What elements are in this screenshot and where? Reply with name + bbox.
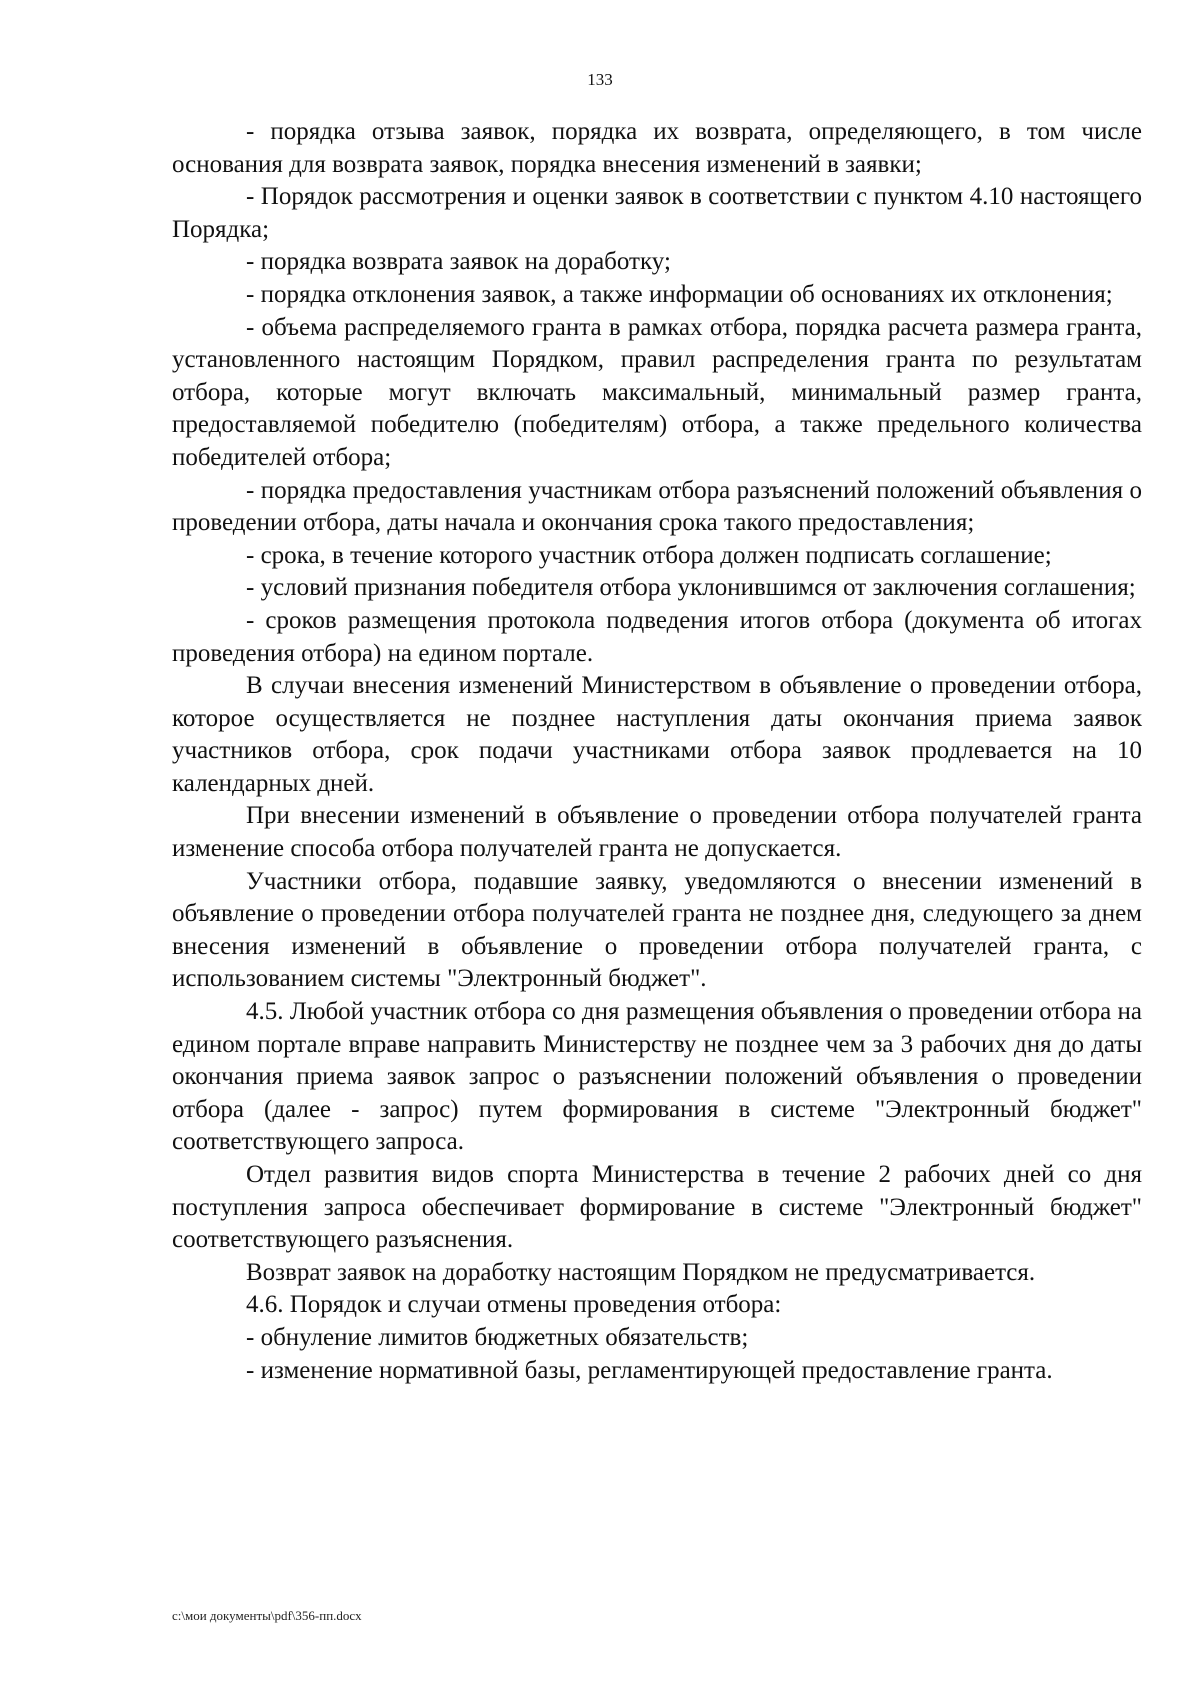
paragraph-return-order: - порядка возврата заявок на доработку; bbox=[246, 248, 671, 276]
paragraph-amendments: В случаи внесения изменений Министерством в объявление о проведении отбора, которое осуществляется не позднее наступления даты окончания приема заявок участников отбора, срок подачи участниками отбора заявок продлевается на 10 календарных дней. bbox=[172, 672, 1142, 797]
footer-file-path: c:\мои документы\pdf\356-пп.docx bbox=[172, 1608, 362, 1623]
paragraph-review-order: - Порядок рассмотрения и оценки заявок в соответствии с пунктом 4.10 настоящего Порядка; bbox=[172, 183, 1142, 243]
page-number: 133 bbox=[587, 70, 613, 89]
paragraph-department-clarification: Отдел развития видов спорта Министерства в течение 2 рабочих дней со дня поступления запроса обеспечивает формирование в системе "Электронный бюджет" соответствующего разъяснения. bbox=[172, 1161, 1142, 1254]
paragraph-rejection-order: - порядка отклонения заявок, а также информации об основаниях их отклонения; bbox=[246, 280, 1113, 308]
paragraph-selection-method: При внесении изменений в объявление о проведении отбора получателей гранта изменение способа отбора получателей гранта не допускается. bbox=[172, 802, 1142, 863]
paragraph-protocol-terms: - сроков размещения протокола подведения итогов отбора (документа об итогах проведения отбора) на едином портале. bbox=[172, 606, 1142, 667]
paragraph-clause-4-6: 4.6. Порядок и случаи отмены проведения отбора: bbox=[246, 1291, 782, 1319]
paragraph-clause-4-5: 4.5. Любой участник отбора со дня размещения объявления о проведении отбора на едином портале вправе направить Министерству не позднее чем за 3 рабочих дня до даты окончания приема заявок запрос о разъяснении положений объявления о проведении отбора (далее - запрос) путем формирования в системе "Электронный бюджет" соответствующего запроса. bbox=[172, 998, 1142, 1156]
document-body bbox=[172, 116, 1142, 1387]
paragraph-withdrawal-order: - порядка отзыва заявок, порядка их возврата, определяющего, в том числе основания для возврата заявок, порядка внесения изменений в заявки; bbox=[172, 118, 1142, 178]
paragraph-signing-term: - срока, в течение которого участник отбора должен подписать соглашение; bbox=[246, 541, 1052, 569]
paragraph-grant-volume: - объема распределяемого гранта в рамках отбора, порядка расчета размера гранта, установленного настоящим Порядком, правил распределения гранта по результатам отбора, которые могут включать максимальный, минимальный размер гранта, предоставляемой победителю (победителям) отбора, а также предельного количества победителей отбора; bbox=[172, 313, 1142, 471]
paragraph-clarifications-order: - порядка предоставления участникам отбора разъяснений положений объявления о проведении отбора, даты начала и окончания срока такого предоставления; bbox=[172, 476, 1142, 537]
paragraph-regulatory-change: - изменение нормативной базы, регламентирующей предоставление гранта. bbox=[246, 1356, 1053, 1384]
paragraph-participants-notice: Участники отбора, подавшие заявку, уведомляются о внесении изменений в объявление о проведении отбора получателей гранта не позднее дня, следующего за днем внесения изменений в объявление о проведении отбора получателей гранта, с использованием системы "Электронный бюджет". bbox=[172, 867, 1142, 993]
paragraph-no-return: Возврат заявок на доработку настоящим Порядком не предусматривается. bbox=[246, 1258, 1036, 1286]
paragraph-evasion-conditions: - условий признания победителя отбора уклонившимся от заключения соглашения; bbox=[246, 574, 1136, 602]
paragraph-limits-reset: - обнуление лимитов бюджетных обязательств; bbox=[246, 1323, 749, 1351]
